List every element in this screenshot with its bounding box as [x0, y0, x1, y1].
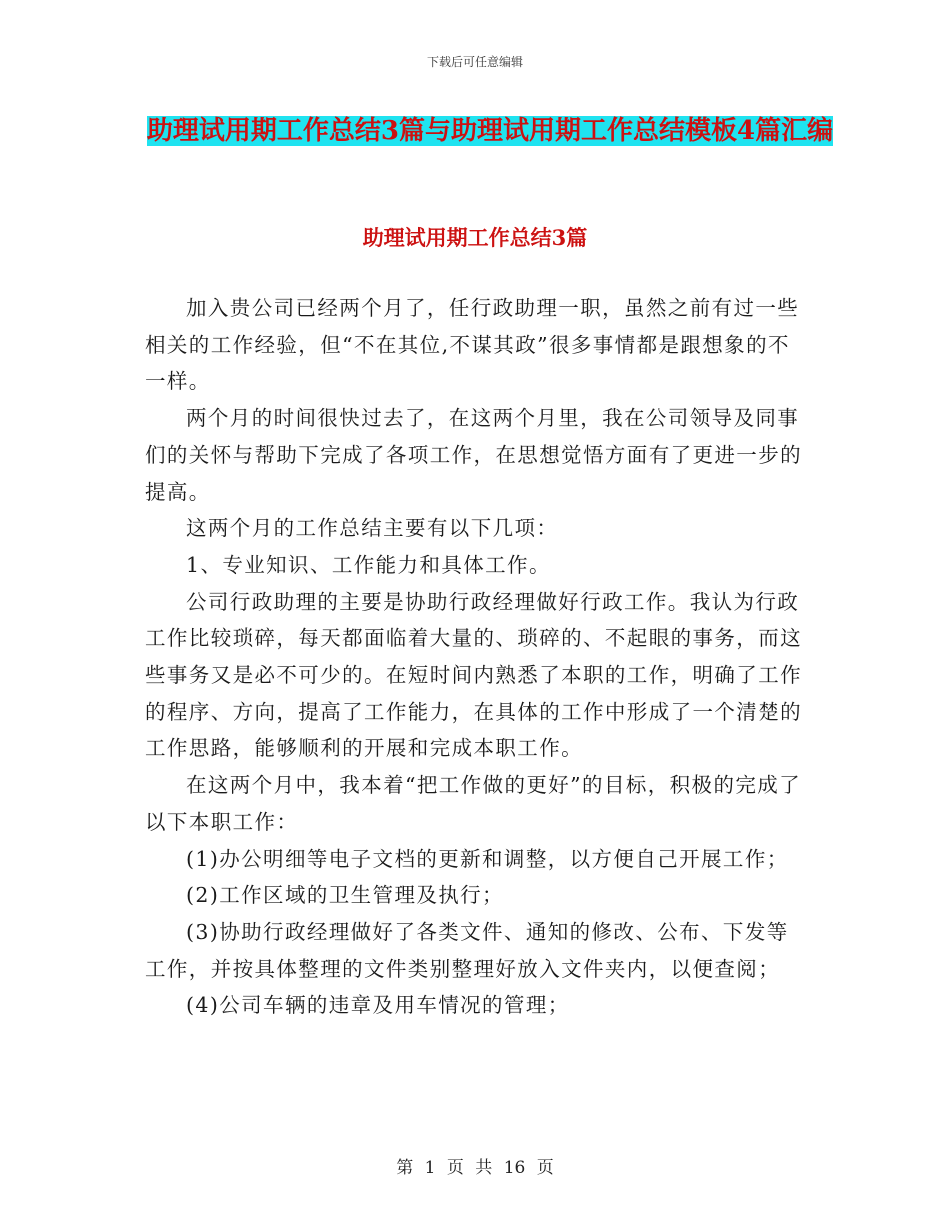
paragraph: (4)公司车辆的违章及用车情况的管理；	[186, 993, 570, 1018]
paragraph: 在这两个月中，我本着“把工作做的更好”的目标，积极的完成了以下本职工作：	[145, 773, 802, 834]
paragraph: (1)办公明细等电子文档的更新和调整，以方便自己开展工作；	[186, 846, 789, 871]
paragraph: (3)协助行政经理做好了各类文件、通知的修改、公布、下发等工作，并按具体整理的文件类别整理好放入文件夹内，以便查阅；	[145, 919, 789, 981]
page-number: 第 1 页 共 16 页	[396, 1158, 554, 1178]
document-body	[145, 290, 810, 1024]
paragraph: 两个月的时间很快过去了，在这两个月里，我在公司领导及同事们的关怀与帮助下完成了各项工作，在思想觉悟方面有了更进一步的提高。	[145, 406, 802, 504]
paragraph: 公司行政助理的主要是协助行政经理做好行政工作。我认为行政工作比较琐碎，每天都面临着大量的、琐碎的、不起眼的事务，而这些事务又是必不可少的。在短时间内熟悉了本职的工作，明确了工作的程序、方向，提高了工作能力，在具体的工作中形成了一个清楚的工作思路，能够顺利的开展和完成本职工作。	[145, 589, 802, 761]
section-title: 助理试用期工作总结3篇	[362, 225, 588, 250]
paragraph: 加入贵公司已经两个月了，任行政助理一职，虽然之前有过一些相关的工作经验，但“不在其位,不谋其政”很多事情都是跟想象的不一样。	[145, 296, 800, 394]
header-note: 下载后可任意编辑	[426, 55, 523, 69]
paragraph: 1、专业知识、工作能力和具体工作。	[186, 552, 551, 577]
document-title	[140, 108, 840, 154]
paragraph: 这两个月的工作总结主要有以下几项：	[186, 516, 559, 541]
document-title-text: 助理试用期工作总结3篇与助理试用期工作总结模板4篇汇编	[146, 116, 834, 146]
paragraph: (2)工作区域的卫生管理及执行；	[186, 883, 504, 908]
